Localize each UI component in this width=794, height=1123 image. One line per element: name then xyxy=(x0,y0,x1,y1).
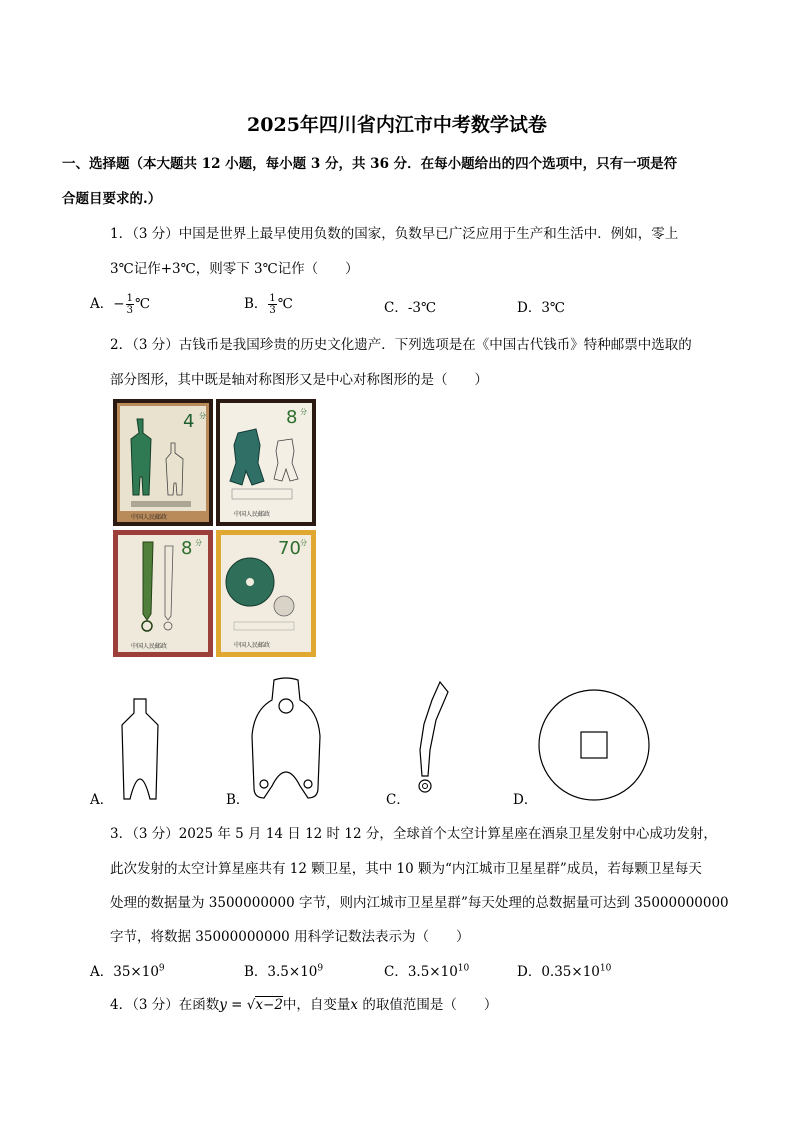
stamp-4-caption: 中国人民邮政 xyxy=(234,642,271,649)
q3-option-d xyxy=(517,960,611,980)
q1-option-a-denominator: 3 xyxy=(126,305,133,316)
stamp-2-caption: 中国人民邮政 xyxy=(234,511,271,518)
q2-option-d: D． xyxy=(513,792,538,808)
stamp-2-value: 8 xyxy=(286,407,298,428)
stamp-1-caption: 中国人民邮政 xyxy=(131,514,168,521)
q3-option-d-base: D．0.35×10 xyxy=(517,964,600,980)
q1-option-a-numerator: 1 xyxy=(126,293,133,304)
q4-radical-sign: √ xyxy=(246,997,256,1013)
q1-option-d: D．3℃ xyxy=(517,300,566,316)
round-coin-drawing xyxy=(536,687,652,803)
q4-prefix: 4．（3 分）在函数 xyxy=(110,997,220,1013)
q1-option-c: C．-3℃ xyxy=(384,300,437,316)
stamp-3-unit: 分 xyxy=(195,539,202,547)
q4-var: x xyxy=(350,997,359,1013)
q1-option-a-unit: ℃ xyxy=(134,296,151,312)
q2-line2: 部分图形，其中既是轴对称图形又是中心对称图形的是（ ） xyxy=(110,372,488,388)
q1-option-b-label: B． xyxy=(244,296,268,312)
q1-option-a-fraction xyxy=(126,293,134,316)
q3-option-c xyxy=(384,960,469,980)
hollow-handle-coin-drawing xyxy=(246,676,326,804)
q4-func-eq: = xyxy=(226,997,247,1013)
q3-option-c-base: C．3.5×10 xyxy=(384,964,458,980)
q3-option-c-exponent: 10 xyxy=(457,963,470,974)
q3-line1: 3．（3 分）2025 年 5 月 14 日 12 时 12 分，全球首个太空计算星座在酒泉卫星发射中心成功发射， xyxy=(110,826,717,842)
stamp-sheet xyxy=(113,399,316,657)
section-heading-line1: 一、选择题（本大题共 12 小题，每小题 3 分，共 36 分．在每小题给出的四个选项中，只有一项是符 xyxy=(62,156,678,172)
q1-option-b-unit: ℃ xyxy=(277,296,293,312)
stamp-4fen xyxy=(113,399,213,526)
stamp-4-value: 70 xyxy=(278,538,301,559)
q4-line xyxy=(110,993,497,1013)
q1-option-b-numerator: 1 xyxy=(269,293,276,304)
q4-radicand: x−2 xyxy=(255,997,283,1013)
q3-option-b-exponent: 9 xyxy=(317,963,324,974)
stamp-70fen xyxy=(216,530,316,657)
stamp-2-unit: 分 xyxy=(300,408,307,416)
q2-option-b: B． xyxy=(226,792,250,808)
q3-line3: 处理的数据量为 3500000000 字节，则内江城市卫星星群”每天处理的总数据量可达到 35000000000 xyxy=(110,895,729,911)
q1-option-a-sign: − xyxy=(113,296,125,312)
q4-func-y: y xyxy=(219,997,227,1013)
q2-line1: 2．（3 分）古钱币是我国珍贵的历史文化遗产．下列选项是在《中国古代钱币》特种邮票中选取的 xyxy=(110,337,692,353)
stamp-8fen-a xyxy=(216,399,316,526)
q1-option-b xyxy=(244,292,293,316)
q3-option-b xyxy=(244,960,323,980)
q1-option-b-fraction xyxy=(268,293,276,316)
q3-option-d-exponent: 10 xyxy=(599,963,612,974)
spade-coin-drawing xyxy=(110,695,170,803)
stamp-1-value: 4 xyxy=(183,411,195,432)
q3-option-b-base: B．3.5×10 xyxy=(244,964,318,980)
page-title: 2025年四川省内江市中考数学试卷 xyxy=(247,114,547,136)
q1-option-a-label: A． xyxy=(90,296,114,312)
stamp-8fen-b xyxy=(113,530,213,657)
stamp-4-unit: 分 xyxy=(300,539,307,547)
q2-option-a: A． xyxy=(90,792,114,808)
q1-line2: 3℃记作+3℃，则零下 3℃记作（ ） xyxy=(110,261,359,277)
stamp-3-value: 8 xyxy=(181,538,193,559)
q3-option-a-base: A．35×10 xyxy=(90,964,159,980)
stamp-1-unit: 分 xyxy=(199,412,206,420)
q4-suffix: 中，自变量 xyxy=(282,997,351,1013)
q1-line1: 1．（3 分）中国是世界上最早使用负数的国家，负数早已广泛应用于生产和生活中．例如，零上 xyxy=(110,226,679,242)
stamp-3-caption: 中国人民邮政 xyxy=(131,643,168,650)
q3-line2: 此次发射的太空计算星座共有 12 颗卫星，其中 10 颗为“内江城市卫星星群”成员，若每颗卫星每天 xyxy=(110,861,702,877)
q3-option-a-exponent: 9 xyxy=(158,963,165,974)
q3-line4: 字节，将数据 35000000000 用科学记数法表示为（ ） xyxy=(110,929,470,945)
q4-suffix2: 的取值范围是（ ） xyxy=(358,997,498,1013)
knife-coin-drawing xyxy=(404,680,452,800)
q1-option-a xyxy=(90,292,150,316)
q1-option-b-denominator: 3 xyxy=(269,305,276,316)
section-heading-line2: 合题目要求的.） xyxy=(62,191,162,207)
q2-option-c: C． xyxy=(386,792,410,808)
q3-option-a xyxy=(90,960,165,980)
